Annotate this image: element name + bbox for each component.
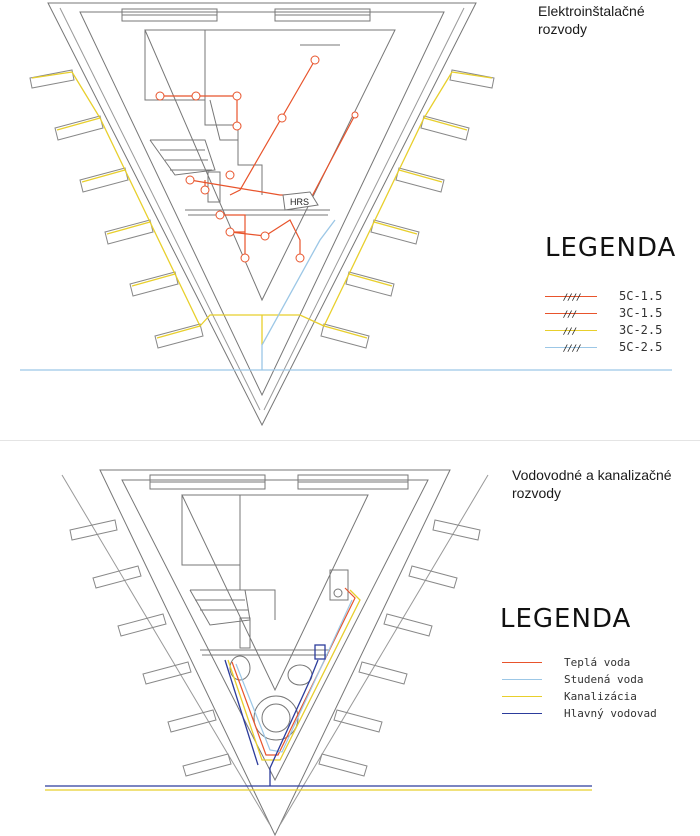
plumbing-legend-row: [502, 707, 657, 720]
electrical-legend-swatch: [545, 343, 597, 354]
plumbing-legend-row: [502, 690, 637, 703]
electrical-legend-label: 3C-1.5: [619, 306, 663, 320]
cable-hatch-marks: ////: [563, 343, 581, 354]
svg-text:HRS: HRS: [290, 197, 310, 207]
plumbing-floor-plan: [62, 470, 488, 835]
electrical-legend-label: 5C-1.5: [619, 289, 663, 303]
plumbing-legend-swatch: [502, 662, 542, 663]
electrical-legend-swatch: [545, 309, 597, 320]
electrical-legend-row: [545, 340, 662, 354]
plumbing-legend-swatch: [502, 696, 542, 697]
electrical-legend-label: 5C-2.5: [619, 340, 663, 354]
plumbing-legend-swatch: [502, 679, 542, 680]
cable-hatch-marks: ///: [563, 326, 577, 337]
electrical-fixtures: [156, 56, 358, 262]
electrical-legend-row: [545, 306, 662, 320]
plumbing-legend-row: [502, 656, 630, 669]
panel-divider: [0, 440, 700, 441]
circuit-3c-1-5: [160, 60, 355, 258]
electrical-legend-row: [545, 289, 662, 303]
plumbing-panel-title: Vodovodné a kanalizačné rozvody: [512, 467, 672, 501]
cable-hatch-marks: ////: [563, 292, 581, 303]
electrical-legend-label: 3C-2.5: [619, 323, 663, 337]
cable-hatch-marks: ///: [563, 309, 577, 320]
electrical-legend-title: LEGENDA: [545, 233, 677, 263]
plumbing-legend-title: LEGENDA: [500, 604, 632, 634]
electrical-legend-swatch: [545, 292, 597, 303]
plumbing-legend-label: Hlavný vodovad: [564, 707, 657, 720]
electrical-legend-row: [545, 323, 662, 337]
pipe-studena-voda: [236, 600, 352, 752]
plumbing-legend-label: Teplá voda: [564, 656, 631, 669]
electrical-legend-swatch: [545, 326, 597, 337]
circuit-3c-2-5: [32, 72, 492, 345]
plumbing-legend-swatch: [502, 713, 542, 714]
electrical-panel-title: Elektroinštalačné rozvody: [538, 3, 645, 37]
plumbing-legend-label: Kanalizácia: [564, 690, 637, 703]
plumbing-legend-label: Studená voda: [564, 673, 644, 686]
plumbing-legend-row: [502, 673, 643, 686]
